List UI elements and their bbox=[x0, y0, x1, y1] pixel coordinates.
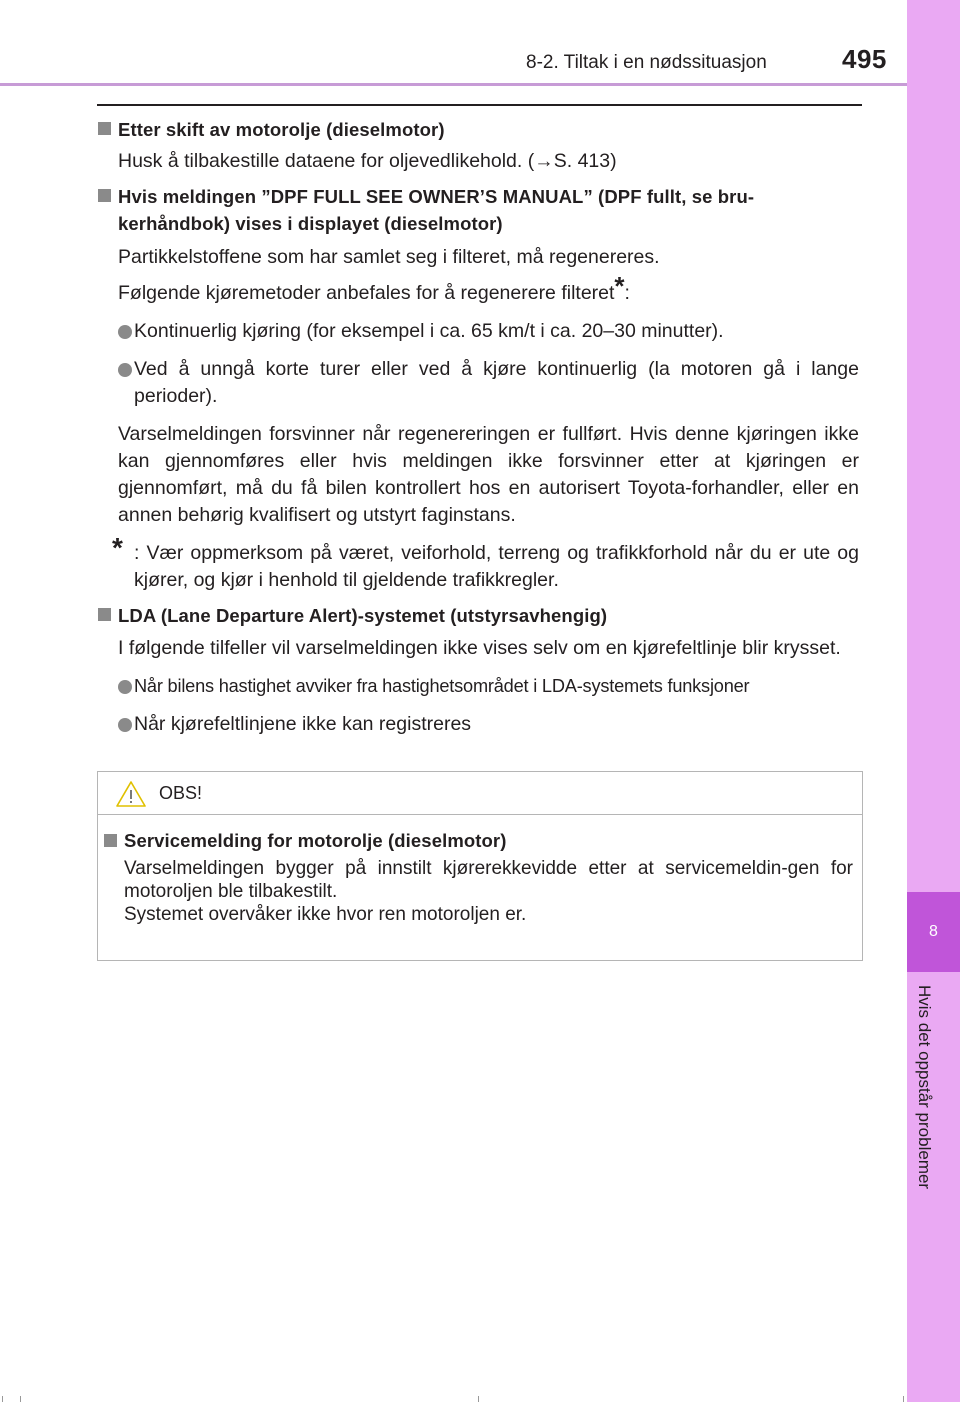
section-heading-dpf-full: Hvis meldingen ”DPF FULL SEE OWNER’S MANUAL” (DPF fullt, se bru-kerhåndbok) vises i displayet (dieselmotor) bbox=[97, 183, 859, 237]
paragraph: Husk å tilbakestille dataene for oljevedlikehold. (→S. 413) bbox=[118, 150, 617, 172]
list-item: Når bilens hastighet avviker fra hastighetsområdet i LDA-systemets funksjoner bbox=[97, 673, 859, 700]
main-content bbox=[97, 116, 859, 738]
square-bullet-icon bbox=[98, 122, 111, 135]
section-title: 8-2. Tiltak i en nødssituasjon bbox=[526, 52, 767, 73]
section-heading-lda: LDA (Lane Departure Alert)-systemet (utstyrsavhengig) bbox=[97, 602, 859, 629]
square-bullet-icon bbox=[104, 834, 117, 847]
round-bullet-icon bbox=[118, 718, 132, 732]
warning-triangle-icon bbox=[115, 780, 147, 808]
caution-box bbox=[97, 771, 863, 961]
caution-heading: Servicemelding for motorolje (dieselmotor) bbox=[103, 829, 853, 852]
paragraph: Partikkelstoffene som har samlet seg i filteret, må regenereres. bbox=[118, 246, 660, 268]
footnote-marker: * bbox=[614, 270, 625, 301]
footnote: * : Vær oppmerksom på været, veiforhold, terreng og trafikkforhold når du er ute og kjører, og kjør i henhold til gjeldende trafikkregler. bbox=[112, 532, 859, 591]
paragraph: Systemet overvåker ikke hvor ren motoroljen er. bbox=[124, 904, 527, 925]
list-item: Kontinuerlig kjøring (for eksempel i ca. 65 km/t i ca. 20–30 minutter). bbox=[97, 318, 859, 345]
paragraph: Varselmeldingen bygger på innstilt kjørerekkevidde etter at servicemeldin-gen for motoroljen ble tilbakestilt. bbox=[124, 858, 853, 902]
chapter-label: Hvis det oppstår problemer bbox=[915, 985, 934, 1190]
paragraph: Varselmeldingen forsvinner når regenereringen er fullført. Hvis denne kjøringen ikke kan gjennomføres eller hvis meldingen ikke forsvinner etter at kjøringen er gjennomført, må du få bilen kontrollert hos en autorisert Toyota-forhandler, eller en annen behørig kvalifisert og utstyrt faginstans. bbox=[118, 423, 859, 526]
list-item: Når kjørefeltlinjene ikke kan registreres bbox=[97, 711, 859, 738]
section-heading-oil-change: Etter skift av motorolje (dieselmotor) bbox=[97, 116, 859, 143]
caution-title: OBS! bbox=[159, 783, 203, 803]
round-bullet-icon bbox=[118, 363, 132, 377]
round-bullet-icon bbox=[118, 325, 132, 339]
paragraph: Følgende kjøremetoder anbefales for å regenerere filteret*: bbox=[118, 270, 630, 304]
square-bullet-icon bbox=[98, 608, 111, 621]
header-rule bbox=[0, 83, 907, 86]
paragraph: I følgende tilfeller vil varselmeldingen ikke vises selv om en kjørefeltlinje blir krysset. bbox=[118, 637, 841, 659]
round-bullet-icon bbox=[118, 680, 132, 694]
crop-marks bbox=[0, 1393, 907, 1402]
footnote-marker: * bbox=[112, 532, 123, 563]
side-tab-upper bbox=[907, 0, 960, 892]
page-number: 495 bbox=[842, 44, 887, 74]
square-bullet-icon bbox=[98, 189, 111, 202]
caution-box-header bbox=[98, 772, 862, 815]
caution-box-body bbox=[103, 829, 853, 926]
content-top-rule bbox=[97, 104, 862, 106]
chapter-number-tab[interactable]: 8 bbox=[907, 892, 960, 972]
list-item: Ved å unngå korte turer eller ved å kjøre kontinuerlig (la motoren gå i lange perioder). bbox=[97, 356, 859, 410]
